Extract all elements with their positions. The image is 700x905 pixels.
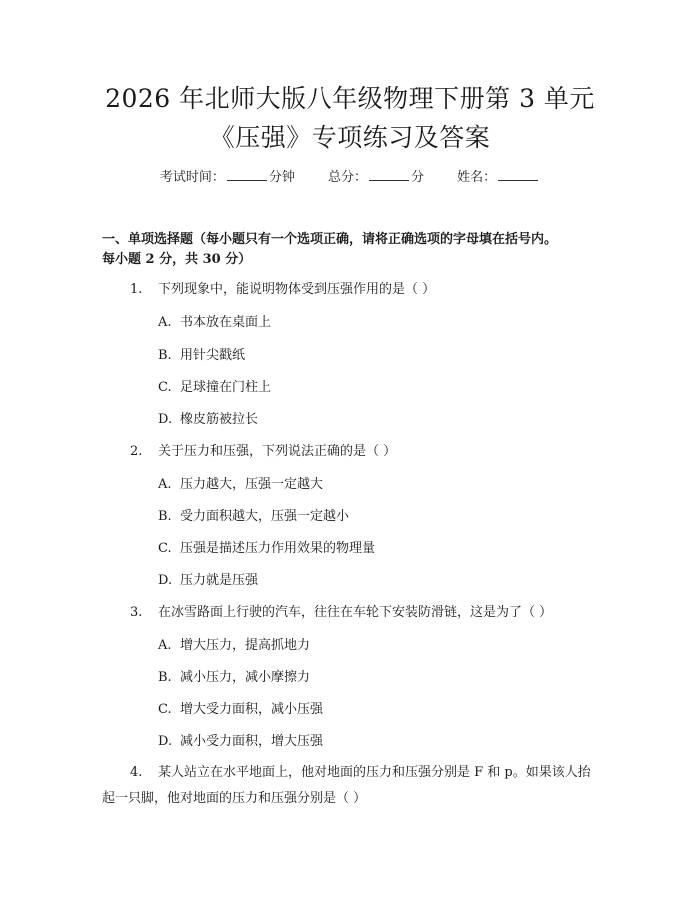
question-text: 下列现象中，能说明物体受到压强作用的是（ ）: [158, 282, 436, 297]
question-3-option-b: [158, 669, 310, 687]
option-text: 书本放在桌面上: [180, 315, 272, 330]
option-text: 足球撞在门柱上: [180, 380, 272, 395]
question-text: 某人站立在水平地面上，他对地面的压力和压强分别是 F 和 p。如果该人抬起一只脚，他对地面的压力和压强分别是（ ）: [102, 765, 591, 806]
question-number: 2.: [130, 444, 143, 459]
option-text: 增大受力面积，减小压强: [180, 702, 324, 717]
document-title-line2: 《压强》专项练习及答案: [209, 123, 491, 152]
exam-meta: [0, 168, 700, 187]
option-text: 压力越大，压强一定越大: [180, 477, 324, 492]
option-letter: D.: [158, 734, 173, 749]
option-letter: D.: [158, 412, 173, 427]
question-1: [130, 281, 435, 299]
question-3: [130, 604, 552, 622]
question-1-option-a: [158, 314, 271, 332]
option-text: 受力面积越大，压强一定越小: [180, 509, 350, 524]
option-text: 橡皮筋被拉长: [180, 412, 259, 427]
question-text: 在冰雪路面上行驶的汽车，往往在车轮下安装防滑链，这是为了（ ）: [158, 605, 553, 620]
question-1-option-d: [158, 411, 258, 429]
question-2-option-b: [158, 508, 349, 526]
time-label: 考试时间：: [159, 170, 225, 185]
section-heading: [102, 230, 622, 270]
option-text: 增大压力，提高抓地力: [180, 638, 311, 653]
name-label: 姓名：: [457, 170, 497, 185]
option-letter: C.: [158, 380, 172, 395]
question-2-option-a: [158, 476, 323, 494]
score-label: 总分：: [327, 170, 367, 185]
question-3-option-c: [158, 701, 323, 719]
option-text: 用针尖戳纸: [180, 348, 246, 363]
section-heading-line2: 每小题 2 分，共 30 分）: [102, 252, 252, 267]
option-letter: B.: [158, 670, 172, 685]
section-heading-line1: 一、单项选择题（每小题只有一个选项正确，请将正确选项的字母填在括号内。: [102, 232, 558, 247]
time-unit: 分钟: [268, 170, 295, 185]
option-letter: D.: [158, 573, 173, 588]
question-2-option-d: [158, 572, 258, 590]
question-text: 关于压力和压强，下列说法正确的是（ ）: [158, 444, 397, 459]
option-letter: A.: [158, 638, 172, 653]
question-number: 4.: [130, 765, 143, 780]
question-number: 1.: [130, 282, 143, 297]
question-3-option-a: [158, 637, 310, 655]
option-letter: A.: [158, 315, 172, 330]
question-number: 3.: [130, 605, 143, 620]
question-4: [102, 760, 602, 812]
score-unit: 分: [411, 170, 425, 185]
question-2: [130, 443, 396, 461]
score-blank: [369, 168, 409, 181]
question-1-option-b: [158, 347, 245, 365]
option-letter: A.: [158, 477, 172, 492]
option-text: 减小受力面积，增大压强: [180, 734, 324, 749]
option-letter: C.: [158, 702, 172, 717]
question-1-option-c: [158, 379, 271, 397]
question-3-option-d: [158, 733, 323, 751]
option-letter: B.: [158, 509, 172, 524]
question-2-option-c: [158, 540, 375, 558]
option-text: 减小压力，减小摩擦力: [180, 670, 311, 685]
name-blank: [498, 168, 538, 181]
option-letter: C.: [158, 541, 172, 556]
option-text: 压力就是压强: [180, 573, 259, 588]
option-letter: B.: [158, 348, 172, 363]
time-blank: [227, 168, 267, 181]
option-text: 压强是描述压力作用效果的物理量: [180, 541, 376, 556]
document-title-line1: 2026 年北师大版八年级物理下册第 3 单元: [105, 84, 595, 113]
